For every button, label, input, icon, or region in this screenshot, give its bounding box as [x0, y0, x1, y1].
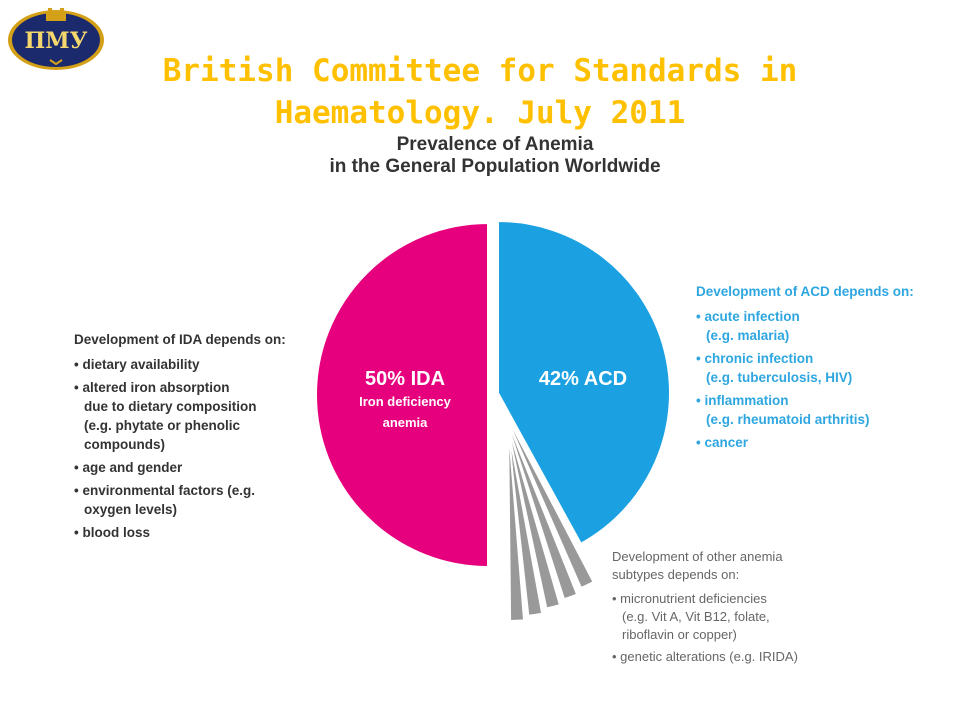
ida-item: [74, 378, 314, 454]
ida-heading: Development of IDA depends on:: [74, 332, 286, 347]
ida-item: [74, 523, 314, 542]
chart-title-line-2: in the General Population Worldwide: [329, 156, 661, 177]
ida-item-text: • environmental factors (e.g.: [74, 481, 314, 500]
ida-item-text: due to dietary composition: [84, 399, 257, 414]
acd-item-text: • cancer: [696, 433, 946, 452]
ida-item-text: • dietary availability: [74, 355, 314, 374]
ida-slice-sublabel-2: anemia: [382, 415, 428, 430]
other-item-text: (e.g. Vit A, Vit B12, folate,: [622, 609, 770, 624]
ida-item-text: oxygen levels): [84, 502, 178, 517]
acd-item: [696, 433, 946, 452]
acd-item-text: (e.g. rheumatoid arthritis): [706, 412, 870, 427]
logo-text: ПМУ: [24, 28, 88, 54]
ida-item: [74, 458, 314, 477]
ida-item-text: compounds): [84, 437, 165, 452]
ida-item-text: • blood loss: [74, 523, 314, 542]
acd-item: [696, 307, 946, 345]
acd-item-text: (e.g. malaria): [706, 328, 790, 343]
other-item-text: • micronutrient deficiencies: [612, 590, 872, 608]
acd-item: [696, 391, 946, 429]
acd-item-text: (e.g. tuberculosis, HIV): [706, 370, 853, 385]
ida-item: [74, 355, 314, 374]
other-item: [612, 648, 872, 666]
ida-item-text: • altered iron absorption: [74, 378, 314, 397]
slide-title-line-1: British Committee for Standards in: [162, 53, 798, 89]
other-item: [612, 590, 872, 644]
acd-item: [696, 349, 946, 387]
other-heading-line-1: Development of other anemia: [612, 549, 783, 564]
ida-factors: [74, 330, 314, 546]
acd-heading: Development of ACD depends on:: [696, 284, 914, 299]
acd-slice-label: 42% ACD: [538, 368, 628, 390]
ida-item-text: (e.g. phytate or phenolic: [84, 418, 241, 433]
slide-title-line-2: Haematology. July 2011: [274, 95, 686, 131]
acd-item-text: • chronic infection: [696, 349, 946, 368]
acd-factors: [696, 282, 946, 456]
other-item-text: • genetic alterations (e.g. IRIDA): [612, 648, 872, 666]
other-item-text: riboflavin or copper): [622, 627, 737, 642]
other-heading-line-2: subtypes depends on:: [612, 567, 740, 582]
ida-slice-label: 50% IDA: [364, 368, 446, 390]
chart-title-line-1: Prevalence of Anemia: [396, 134, 594, 155]
other-heading: [612, 548, 872, 584]
ida-item: [74, 481, 314, 519]
other-anemia-factors: [612, 548, 872, 670]
acd-item-text: • inflammation: [696, 391, 946, 410]
ida-slice-sublabel-1: Iron deficiency: [359, 394, 451, 409]
acd-item-text: • acute infection: [696, 307, 946, 326]
ida-item-text: • age and gender: [74, 458, 314, 477]
